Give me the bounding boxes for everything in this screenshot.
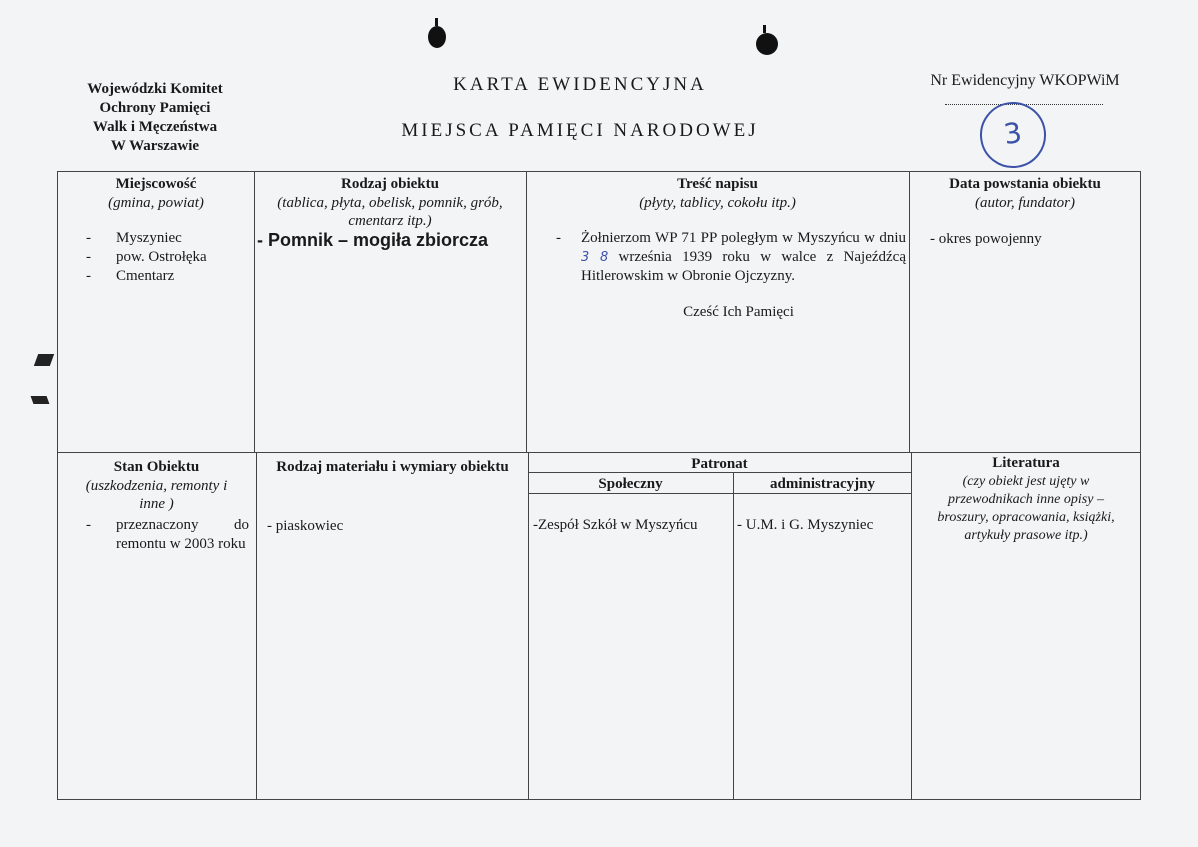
condition-header: Stan Obiektu [113,459,200,475]
committee-line: Wojewódzki Komitet [87,81,223,97]
condition-cell [60,458,253,554]
column-divider [256,452,257,800]
punch-hole-left [428,26,446,48]
column-divider [909,171,910,453]
material-header: Rodzaj materiału i wymiary obiektu [276,459,509,475]
list-item: - pow. Ostrołęka [86,248,252,267]
inscription-text-part: Żołnierzom WP 71 PP poległym w Myszyńcu w dniu [581,230,906,246]
inscription-handwritten-date: 3 8 [581,250,609,265]
locality-header: Miejscowość [115,176,197,192]
condition-list [86,516,253,554]
locality-cell [60,175,252,286]
inscription-dash: - [556,230,561,246]
margin-mark [34,354,54,366]
literature-header: Literatura [992,455,1060,471]
margin-mark [31,396,50,404]
column-divider [528,452,529,800]
table-border-top [57,171,1140,172]
inscription-cell [529,175,906,322]
table-row-divider [57,452,1140,453]
patronage-social-value: -Zespół Szkół w Myszyńcu [533,517,698,533]
committee-name [55,80,255,156]
object-type-subheader: (tablica, płyta, obelisk, pomnik, grób, cmentarz itp.) [277,195,503,229]
object-type-header: Rodzaj obiektu [341,176,439,192]
date-created-subheader: (autor, fundator) [974,195,1075,211]
card-subtitle: MIEJSCA PAMIĘCI NARODOWEJ [401,120,759,141]
committee-line: W Warszawie [110,138,200,154]
inscription-text-block [529,229,906,322]
material-cell [259,458,526,536]
column-divider [911,452,912,800]
table-border-right [1140,171,1141,800]
patronage-admin-header: administracyjny [770,476,875,492]
patronage-subheader-line [528,493,911,494]
inscription-text-part: września 1939 roku w walce z Najeźdźcą Hitlerowskim w Obronie Ojczyzny. [581,249,906,284]
registration-number-label: Nr Ewidencyjny WKOPWiM [930,72,1120,89]
registration-number-handwritten: 3 [976,98,1051,173]
condition-subheader: (uszkodzenia, remonty i inne ) [85,478,228,512]
literature-subheader: (czy obiekt jest ujęty w przewodnikach inne opisy – broszury, opracowania, książki, artykuły prasowe itp.) [937,474,1115,543]
table-border-bottom [57,799,1140,800]
punch-hole-right [756,33,778,55]
committee-line: Walk i Męczeństwa [92,119,218,135]
inscription-closing: Cześć Ich Pamięci [683,304,794,320]
patronage-divider [733,472,734,800]
locality-list [86,229,252,286]
list-item: - Myszyniec [86,229,252,248]
material-value: - piaskowiec [267,518,344,534]
object-type-cell [257,175,523,250]
literature-cell [914,454,1138,545]
object-type-value: - Pomnik – mogiła zbiorcza [257,230,489,250]
patronage-social-header: Społeczny [598,476,663,492]
card-title: KARTA EWIDENCYJNA [453,74,707,95]
date-created-cell [912,175,1138,249]
patronage-admin-value: - U.M. i G. Myszyniec [737,517,874,533]
column-divider [254,171,255,453]
table-border-left [57,171,58,800]
list-item: - przeznaczony do remontu w 2003 roku [86,516,253,554]
inscription-subheader: (płyty, tablicy, cokołu itp.) [639,195,796,211]
date-created-value: - okres powojenny [930,231,1042,247]
patronage-header: Patronat [691,456,748,472]
list-item: - Cmentarz [86,267,252,286]
column-divider [526,171,527,453]
committee-line: Ochrony Pamięci [99,100,211,116]
inscription-text [581,229,906,286]
locality-subheader: (gmina, powiat) [108,195,204,211]
inscription-header: Treść napisu [677,176,758,192]
date-created-header: Data powstania obiektu [949,176,1101,192]
